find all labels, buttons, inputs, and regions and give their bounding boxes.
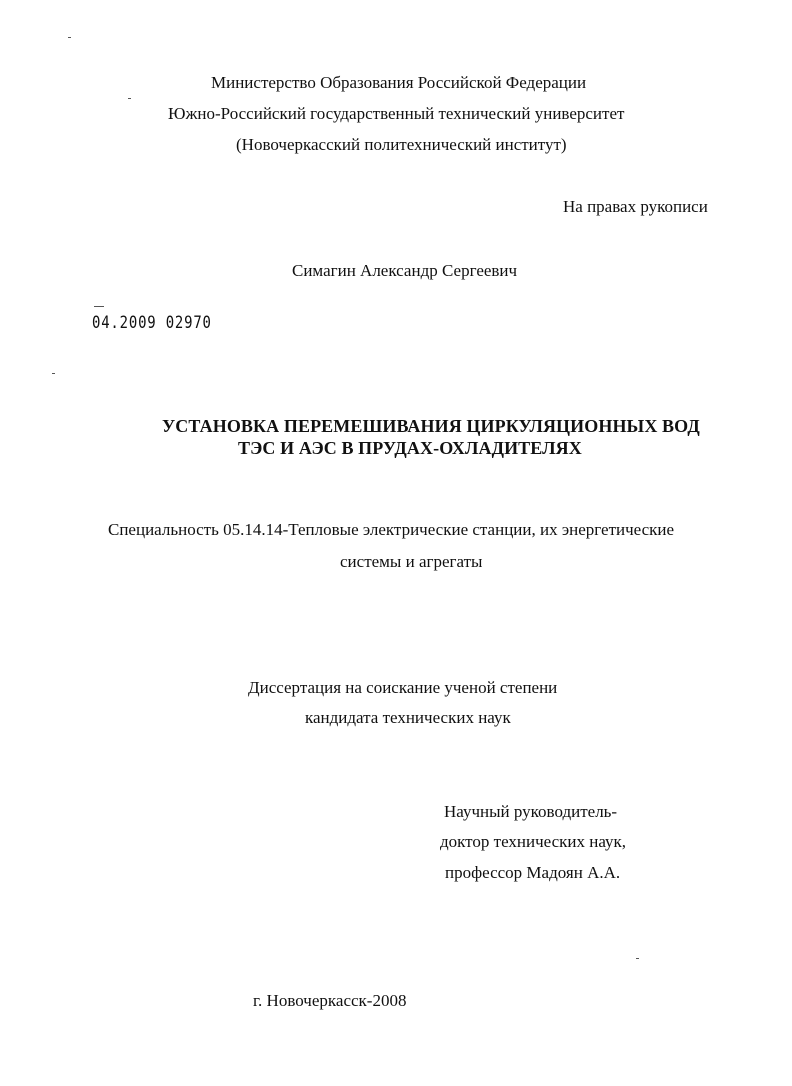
scan-speck <box>94 306 104 307</box>
supervisor-line-1: Научный руководитель- <box>444 802 618 821</box>
place-year: г. Новочеркасск-2008 <box>253 991 407 1010</box>
scan-speck <box>636 958 639 959</box>
title-line-1: УСТАНОВКА ПЕРЕМЕШИВАНИЯ ЦИРКУЛЯЦИОННЫХ ВОД <box>162 416 700 436</box>
specialty-line-2: системы и агрегаты <box>340 552 483 571</box>
supervisor-line-3: профессор Мадоян А.А. <box>445 863 621 882</box>
specialty-line-1: Специальность 05.14.14-Тепловые электрические станции, их энергетические <box>108 520 675 539</box>
ministry-line: Министерство Образования Российской Федерации <box>211 73 587 92</box>
scan-speck <box>52 373 55 374</box>
scan-speck <box>128 98 131 99</box>
university-line: Южно-Российский государственный технический университет <box>168 104 625 123</box>
dissertation-line-2: кандидата технических наук <box>305 708 511 727</box>
supervisor-line-2: доктор технических наук, <box>440 832 627 851</box>
title-line-2: ТЭС И АЭС В ПРУДАХ-ОХЛАДИТЕЛЯХ <box>238 438 582 458</box>
institute-line: (Новочеркасский политехнический институт) <box>236 135 567 154</box>
dissertation-line-1: Диссертация на соискание ученой степени <box>248 678 558 697</box>
rights-note: На правах рукописи <box>563 197 708 216</box>
author-name: Симагин Александр Сергеевич <box>292 261 518 280</box>
registration-code: 04.2009 02970 <box>92 313 212 333</box>
scan-speck <box>68 37 71 38</box>
